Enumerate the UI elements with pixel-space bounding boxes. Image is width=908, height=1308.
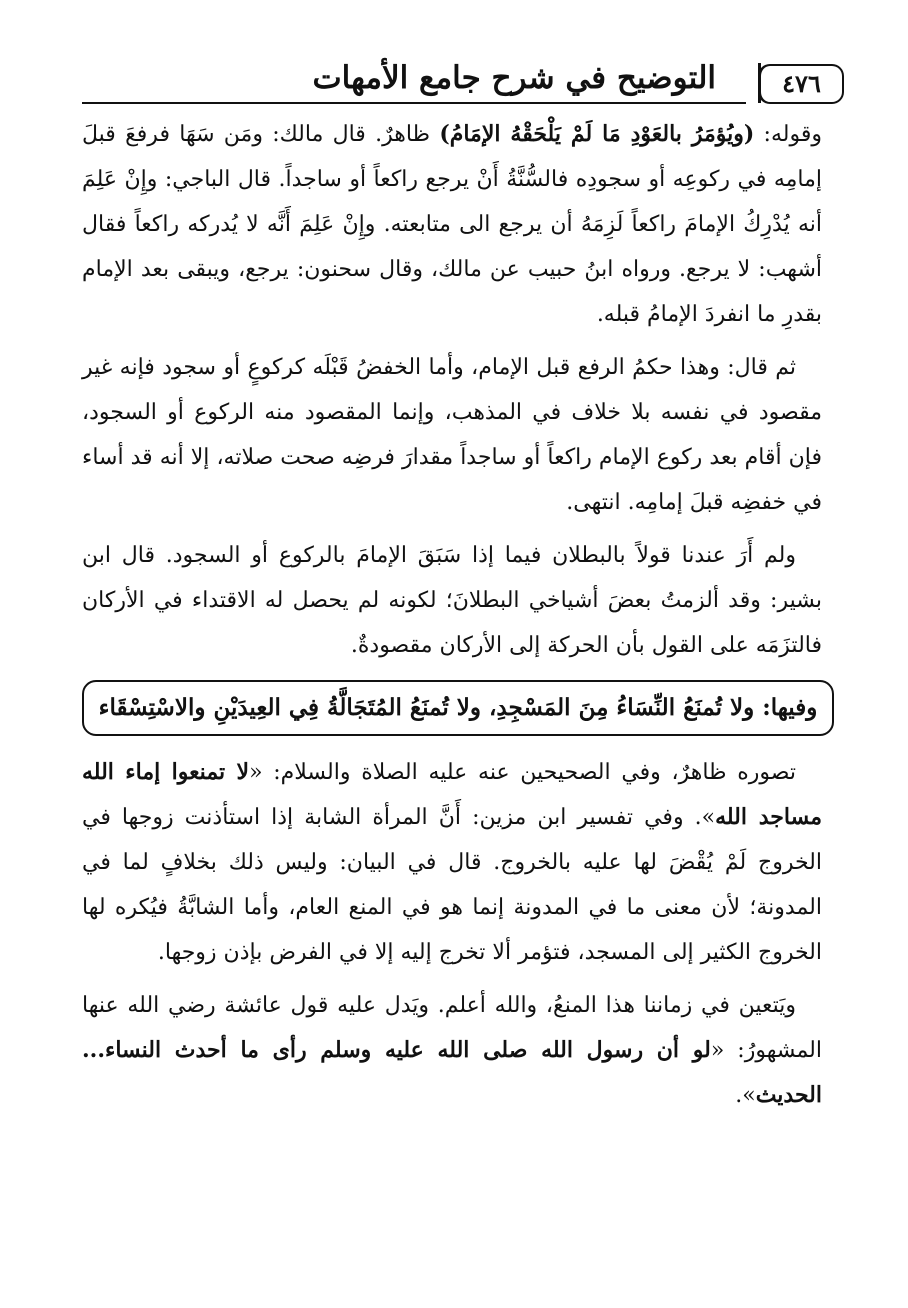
paragraph-lead: وقوله:	[754, 122, 822, 147]
paragraph-text: ». وفي تفسير ابن مزين: أَنَّ المرأة الشابة إذا استأذنت زوجها في الخروج لَمْ يُقْضَ لها عليه بالخروج. قال في البيان: وليس ذلك بخلافٍ لما في المدونة؛ لأن معنى ما في المدونة إنما هو في المنع العام، وأما الشابَّةُ فيُكره لها الخروج الكثير إلى المسجد، فتؤمر ألا تخرج إليه إلا في الفرض بإذن زوجها.	[82, 805, 822, 965]
paragraph-text: ولم أَرَ عندنا قولاً بالبطلان فيما إذا سَبَقَ الإمامَ بالركوع أو السجود. قال ابن بشير: وقد ألزمتُ بعضَ أشياخي البطلانَ؛ لكونه لم يحصل له الاقتداء في الأركان فالتزَمَه على القول بأن الحركة إلى الأركان مقصودةٌ.	[82, 543, 822, 658]
page-header	[82, 56, 844, 110]
paragraph-1	[82, 112, 822, 337]
paragraph-4	[82, 750, 822, 975]
page-body	[82, 112, 822, 1118]
paragraph-2	[82, 345, 822, 525]
section-heading: وفيها: ولا تُمنَعُ النِّسَاءُ مِنَ المَسْجِدِ، ولا تُمنَعُ المُتَجَالَّةُ فِي العِيدَيْنِ والاسْتِسْقَاء	[82, 680, 834, 736]
quoted-text: (ويُؤمَرُ بالعَوْدِ مَا لَمْ يَلْحَقْهُ الإمَامُ)	[439, 121, 755, 147]
paragraph-3	[82, 533, 822, 668]
running-title: التوضيح في شرح جامع الأمهات	[312, 60, 716, 96]
paragraph-lead: ويَتعين في زماننا هذا المنعُ، والله أعلم. ويَدل عليه قول عائشة رضي الله عنها المشهورُ: «	[82, 993, 823, 1063]
paragraph-text: ظاهرٌ. قال مالك: ومَن سَهَا فرفعَ قبلَ إمامِه في ركوعِه أو سجودِه فالسُّنَّةُ أَنْ يرجع راكعاً أو ساجداً. قال الباجي: وإِنْ عَلِمَ أنه يُدْرِكُ الإمامَ راكعاً لَزِمَهُ أن يرجع الى متابعته. وإِنْ عَلِمَ أَنَّه لا يُدركه راكعاً فقال أشهب: لا يرجع. ورواه ابنُ حبيب عن مالك، وقال سحنون: يرجع، ويبقى بعد الإمام بقدرِ ما انفردَ الإمامُ قبله.	[82, 122, 822, 327]
hadith-quote: لو أن رسول الله صلى الله عليه وسلم رأى ما أحدث النساء... الحديث	[82, 1037, 822, 1108]
paragraph-text: ».	[735, 1083, 756, 1108]
paragraph-lead: تصوره ظاهرٌ، وفي الصحيحين عنه عليه الصلاة والسلام: «	[249, 760, 796, 785]
hadith-quote: لا تمنعوا إماء الله مساجد الله	[82, 759, 822, 830]
paragraph-text: ثم قال: وهذا حكمُ الرفع قبل الإمام، وأما الخفضُ قَبْلَه كركوعٍ أو سجود فإنه غير مقصود في نفسه بلا خلاف في المذهب، وإنما المقصود منه الركوع أو السجود، فإن أقام بعد ركوع الإمام راكعاً أو ساجداً مقدارَ فرضِه صحت صلاته، إلا أنه قد أساء في خفضِه قبلَ إمامِه. انتهى.	[82, 355, 822, 515]
paragraph-5	[82, 983, 822, 1118]
page-number: ٤٧٦	[758, 64, 844, 104]
header-rule	[82, 102, 746, 104]
